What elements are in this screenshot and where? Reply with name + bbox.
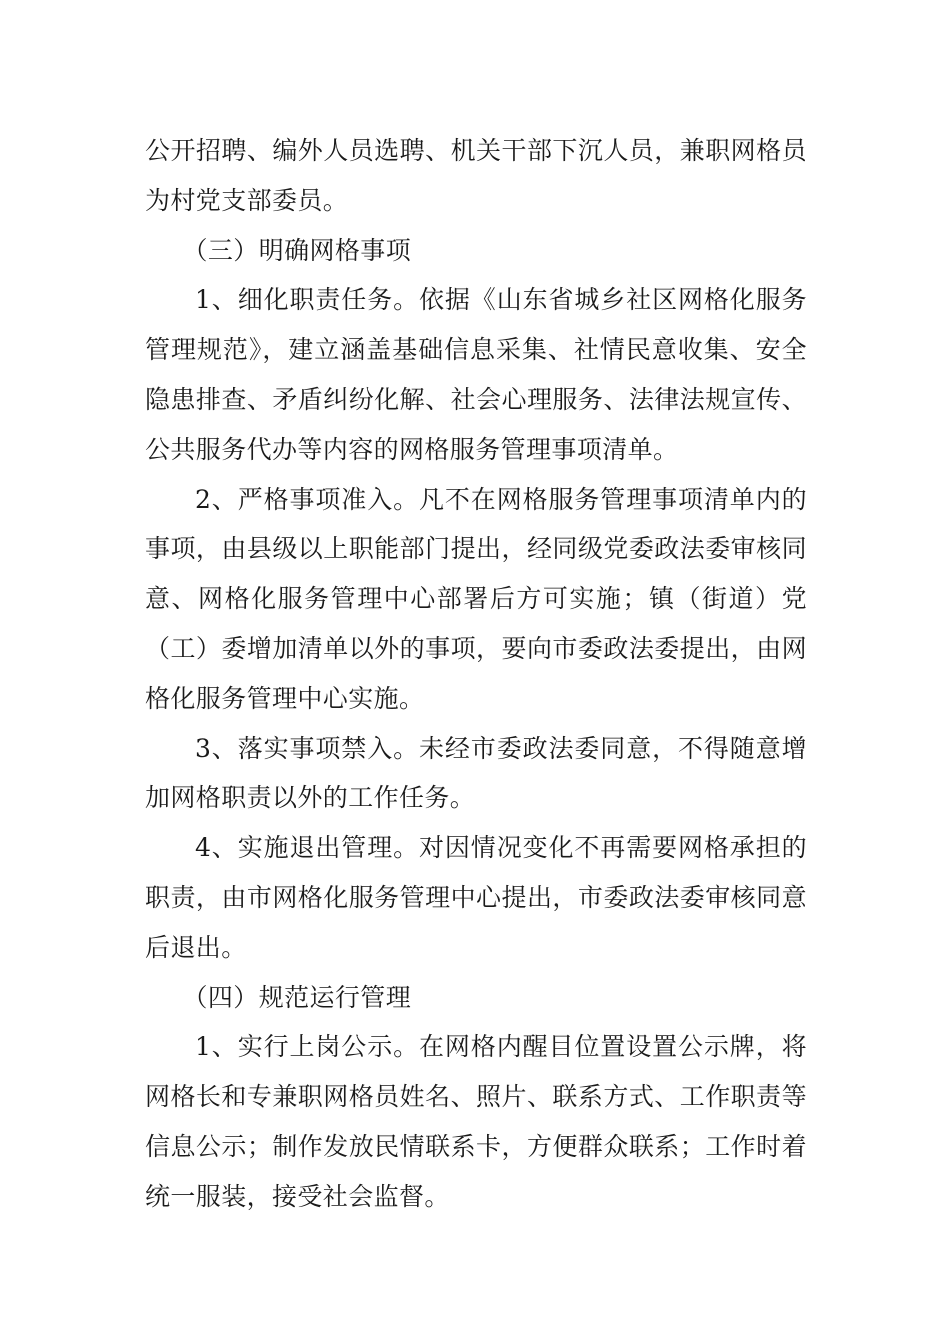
paragraph-strict-access: 2、严格事项准入。凡不在网格服务管理事项清单内的事项，由县级以上职能部门提出，经同级党委政法委审核同意、网格化服务管理中心部署后方可实施；镇（街道）党（工）委增加清单以外的事项，要向市委政法委提出，由网格化服务管理中心实施。 bbox=[145, 484, 807, 713]
paragraph-exit-management: 4、实施退出管理。对因情况变化不再需要网格承担的职责，由市网格化服务管理中心提出，市委政法委审核同意后退出。 bbox=[145, 833, 807, 962]
paragraph-item-prohibition: 3、落实事项禁入。未经市委政法委同意，不得随意增加网格职责以外的工作任务。 bbox=[145, 733, 807, 813]
section-heading-4: （四）规范运行管理 bbox=[182, 982, 412, 1012]
paragraph-continuation: 公开招聘、编外人员选聘、机关干部下沉人员，兼职网格员为村党支部委员。 bbox=[145, 136, 807, 215]
document-page bbox=[145, 126, 807, 1222]
section-heading-3: （三）明确网格事项 bbox=[182, 235, 412, 265]
paragraph-refine-duties: 1、细化职责任务。依据《山东省城乡社区网格化服务管理规范》，建立涵盖基础信息采集、社情民意收集、安全隐患排查、矛盾纠纷化解、社会心理服务、法律法规宣传、公共服务代办等内容的网格服务管理事项清单。 bbox=[145, 285, 807, 464]
paragraph-post-publicity: 1、实行上岗公示。在网格内醒目位置设置公示牌，将网格长和专兼职网格员姓名、照片、联系方式、工作职责等信息公示；制作发放民情联系卡，方便群众联系；工作时着统一服装，接受社会监督。 bbox=[145, 1032, 807, 1211]
